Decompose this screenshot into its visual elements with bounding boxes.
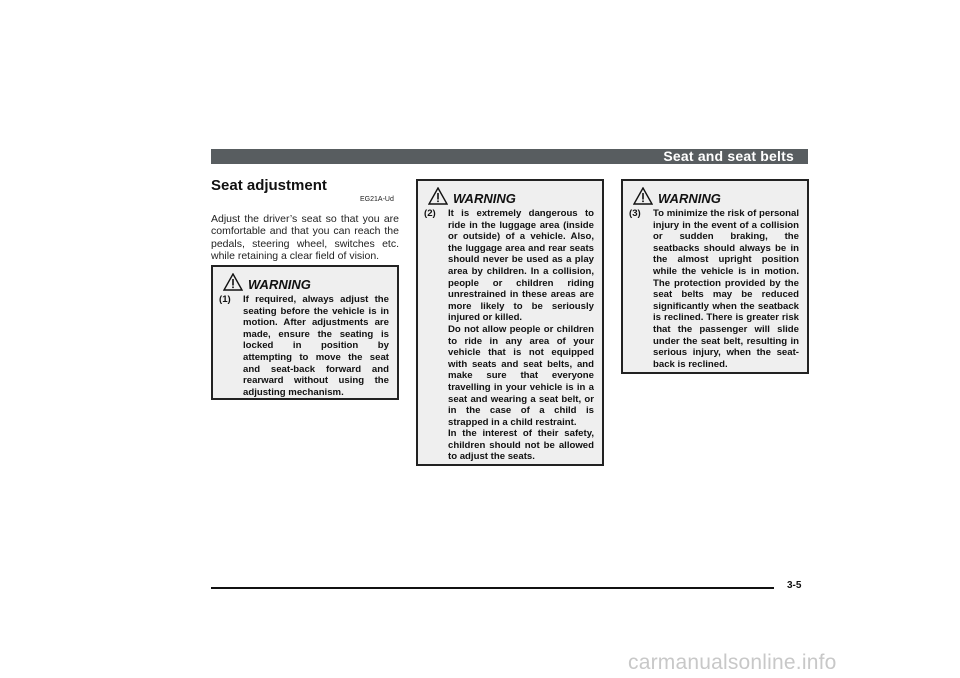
warning-text: In the interest of their safety, children should not be allowed to adjust the seats. <box>448 428 594 463</box>
page-number: 3-5 <box>787 580 802 591</box>
warning-title: WARNING <box>658 191 721 206</box>
page-title: Seat adjustment <box>211 177 327 194</box>
item-number: (2) <box>424 208 436 219</box>
warning-box-1 <box>211 265 399 400</box>
document-code: EG21A-Ud <box>360 196 394 203</box>
warning-text: To minimize the risk of personal injury in the event of a collision or sudden braking, the seatbacks should always be in the almost upright position while the vehicle is in motion. The protection provided by the seat belts may be reduced significantly when the seatback is reclined. There is greater risk that the passenger will slide under the seat belt, resulting in serious injury, when the seat-back is reclined. <box>653 208 799 370</box>
warning-header <box>219 273 389 291</box>
item-number: (3) <box>629 208 641 219</box>
item-number: (1) <box>219 294 231 305</box>
warning-item <box>219 294 389 398</box>
watermark-text: carmanualsonline.info <box>628 651 837 674</box>
warning-box-3 <box>621 179 809 374</box>
warning-triangle-icon <box>223 273 243 291</box>
section-header-bar <box>211 149 808 164</box>
warning-text: Do not allow people or children to ride in any area of your vehicle that is not equipped with seats and seat belts, and make sure that everyone travelling in your vehicle is in a seat and wearing a seat belt, or in the case of a child is strapped in a child restraint. <box>448 323 594 428</box>
intro-paragraph: Adjust the driver’s seat so that you are comfortable and that you can reach the pedals, steering wheel, switches etc. while retaining a clear field of vision. <box>211 213 399 263</box>
warning-text: It is extremely dangerous to ride in the luggage area (inside or outside) of a vehicle. Also, the luggage area and rear seats should never be used as a play area by children. In a collision, people or children riding unrestrained in these areas are more likely to be seriously injured or killed. <box>448 208 594 324</box>
warning-triangle-icon <box>428 187 448 205</box>
footer-rule <box>211 587 774 589</box>
warning-header <box>629 187 799 205</box>
warning-text: If required, always adjust the seating before the vehicle is in motion. After adjustments are made, ensure the seating is locked in position by attempting to move the seat and seat-back forward and rearward without using the adjusting mechanism. <box>243 294 389 398</box>
warning-header <box>424 187 594 205</box>
warning-triangle-icon <box>633 187 653 205</box>
warning-box-2 <box>416 179 604 466</box>
section-title: Seat and seat belts <box>663 148 794 164</box>
warning-item <box>424 208 594 463</box>
warning-item <box>629 208 799 370</box>
warning-title: WARNING <box>248 277 311 292</box>
warning-title: WARNING <box>453 191 516 206</box>
